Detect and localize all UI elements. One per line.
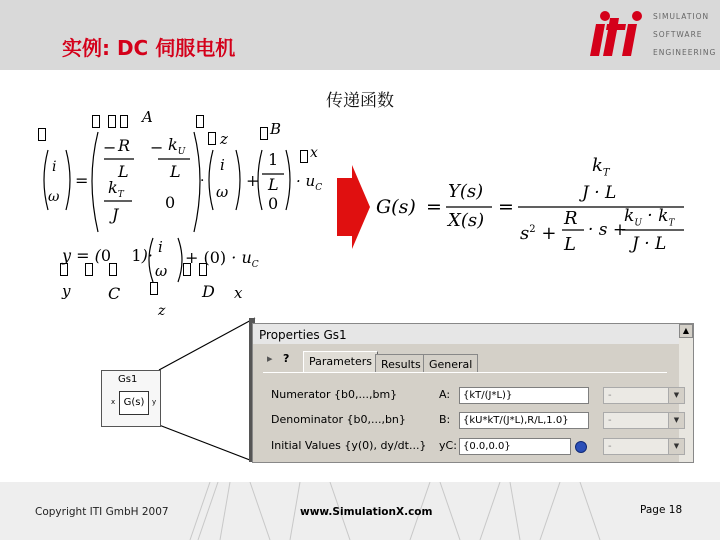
brand-software: SOFTWARE	[653, 30, 703, 39]
initial-values-input[interactable]: {0.0,0.0}	[459, 438, 571, 455]
brand-engineering: ENGINEERING	[653, 48, 717, 57]
slide-title: 实例: DC 伺服电机	[62, 36, 236, 60]
help-icon[interactable]: ?	[283, 352, 290, 365]
initial-values-label: Initial Values {y(0), dy/dt...}	[271, 439, 427, 452]
chevron-down-icon[interactable]: ▼	[668, 388, 684, 403]
block-symbol[interactable]: G(s)	[119, 391, 149, 415]
numerator-select[interactable]: - ▼	[603, 387, 685, 404]
initial-values-select[interactable]: - ▼	[603, 438, 685, 455]
dialog-title-bar	[253, 324, 679, 344]
chevron-down-icon[interactable]: ▼	[668, 439, 684, 454]
scroll-up-button[interactable]: ▲	[679, 324, 693, 338]
denominator-select[interactable]: - ▼	[603, 412, 685, 429]
numerator-label: Numerator {b0,...,bm}	[271, 388, 398, 401]
page-number: Page 18	[640, 504, 683, 516]
chevron-down-icon[interactable]: ▼	[668, 413, 684, 428]
footer-decoration	[180, 482, 720, 540]
label-A: A	[142, 108, 153, 126]
block-output-pin[interactable]: y	[152, 398, 157, 406]
website-link[interactable]: www.SimulationX.com	[300, 506, 433, 518]
slide-subtitle: 传递函数	[326, 91, 394, 111]
denominator-var: B:	[439, 413, 451, 426]
block-input-pin[interactable]: x	[111, 398, 116, 406]
tab-general[interactable]: General	[423, 354, 478, 372]
denominator-input[interactable]: {kU*kT/(J*L),R/L,1.0}	[459, 412, 589, 429]
numerator-var: A:	[439, 388, 451, 401]
parameters-panel	[263, 372, 680, 463]
label-B: B	[270, 120, 282, 138]
block-name: Gs1	[118, 374, 138, 385]
brand-simulation: SIMULATION	[653, 12, 710, 21]
dialog-title: Properties Gs1	[259, 328, 347, 342]
properties-dialog	[252, 323, 694, 463]
pin-icon[interactable]: ▸	[267, 352, 273, 365]
numerator-input[interactable]: {kT/(J*L)}	[459, 387, 589, 404]
label-z: z	[220, 130, 228, 148]
denominator-label: Denominator {b0,...,bn}	[271, 413, 406, 426]
tab-results[interactable]: Results	[375, 354, 427, 372]
initial-values-var: yC:	[439, 439, 457, 452]
copyright-text: Copyright ITI GmbH 2007	[35, 506, 169, 518]
label-x: x	[310, 145, 318, 161]
tab-parameters[interactable]: Parameters	[303, 351, 378, 373]
globe-icon[interactable]	[575, 441, 587, 453]
